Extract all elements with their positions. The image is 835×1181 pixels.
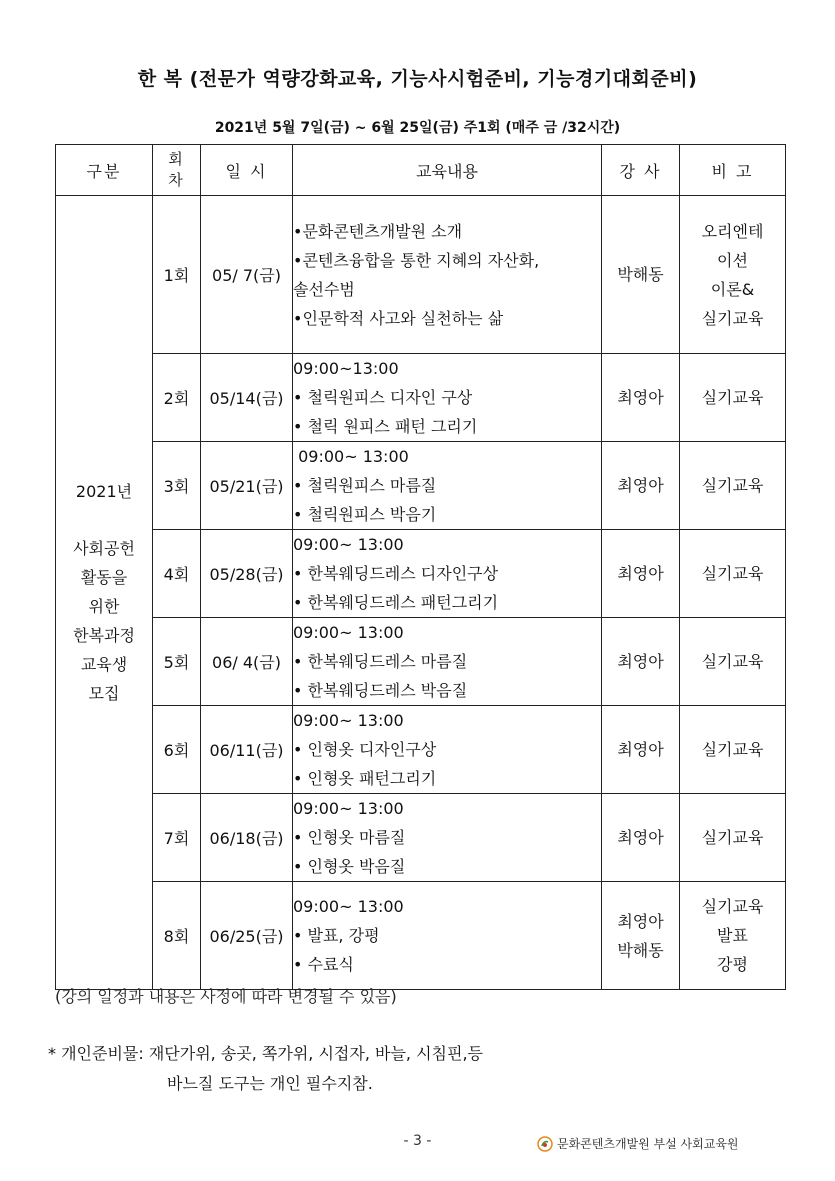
session-teacher <box>602 618 680 706</box>
session-round: 2회 <box>153 354 201 442</box>
content-line: • 한복웨딩드레스 패턴그리기 <box>293 593 499 612</box>
note-line: 이션 <box>717 250 748 270</box>
header-gubun: 구분 <box>56 145 153 196</box>
content-line: 09:00~ 13:00 <box>293 799 404 818</box>
session-content <box>293 442 602 530</box>
teacher-name: 최영아 <box>617 476 664 495</box>
session-note <box>680 882 786 990</box>
note-line: 실기교육 <box>701 476 764 495</box>
preparation-note: 바느질 도구는 개인 필수지참. <box>167 1074 373 1093</box>
content-line: • 철릭 원피스 패턴 그리기 <box>293 417 478 436</box>
session-round: 1회 <box>153 196 201 354</box>
header-round <box>153 145 201 196</box>
note-line: 실기교육 <box>701 828 764 847</box>
header-round-line1: 회 <box>168 150 185 168</box>
note-line: 발표 <box>717 926 748 945</box>
session-content <box>293 354 602 442</box>
table-row <box>56 442 786 530</box>
session-note <box>680 794 786 882</box>
footer-organization <box>537 1135 739 1152</box>
session-teacher <box>602 794 680 882</box>
content-line: 09:00~ 13:00 <box>293 623 404 642</box>
content-line: • 수료식 <box>293 955 354 974</box>
session-note <box>680 442 786 530</box>
session-round: 6회 <box>153 706 201 794</box>
session-note <box>680 706 786 794</box>
course-category-line: 활동을 <box>80 568 128 587</box>
session-teacher <box>602 442 680 530</box>
header-note: 비 고 <box>680 145 786 196</box>
session-content <box>293 794 602 882</box>
table-row <box>56 354 786 442</box>
header-content: 교육내용 <box>293 145 602 196</box>
content-line: 09:00~ 13:00 <box>293 535 404 554</box>
content-line: • 인형옷 마름질 <box>293 828 406 847</box>
teacher-name: 최영아 <box>617 828 664 847</box>
table-row <box>56 618 786 706</box>
session-round: 3회 <box>153 442 201 530</box>
table-row <box>56 706 786 794</box>
session-teacher <box>602 882 680 990</box>
content-line: 09:00~ 13:00 <box>293 711 404 730</box>
session-date: 05/14(금) <box>201 354 293 442</box>
session-content <box>293 706 602 794</box>
content-line: • 한복웨딩드레스 마름질 <box>293 652 468 671</box>
session-note <box>680 354 786 442</box>
session-note <box>680 618 786 706</box>
session-round: 5회 <box>153 618 201 706</box>
session-date: 05/ 7(금) <box>201 196 293 354</box>
session-round: 4회 <box>153 530 201 618</box>
content-line: • 한복웨딩드레스 디자인구상 <box>293 564 499 583</box>
teacher-name: 최영아 <box>617 911 664 931</box>
note-line: 실기교육 <box>701 652 764 671</box>
note-line: 실기교육 <box>701 564 764 583</box>
content-line: • 인형옷 패턴그리기 <box>293 769 437 788</box>
content-line: • 철릭원피스 디자인 구상 <box>293 388 473 407</box>
content-line: • 한복웨딩드레스 박음질 <box>293 681 468 700</box>
table-row <box>56 196 786 354</box>
session-content <box>293 882 602 990</box>
header-round-line2: 차 <box>168 171 185 189</box>
content-line: •콘텐츠융합을 통한 지혜의 자산화, <box>293 250 540 270</box>
session-round: 8회 <box>153 882 201 990</box>
session-note <box>680 530 786 618</box>
header-datetime: 일 시 <box>201 145 293 196</box>
content-line: • 인형옷 박음질 <box>293 857 406 876</box>
content-line: •인문학적 사고와 실천하는 삶 <box>293 308 504 328</box>
session-content <box>293 618 602 706</box>
page-number: - 3 - <box>403 1133 432 1149</box>
session-content <box>293 196 602 354</box>
session-date: 06/25(금) <box>201 882 293 990</box>
content-line: • 철릭원피스 마름질 <box>293 476 437 495</box>
teacher-name: 박해동 <box>617 265 664 284</box>
content-line: • 철릭원피스 박음기 <box>293 505 437 524</box>
teacher-name: 최영아 <box>617 740 664 759</box>
schedule-change-notice: (강의 일정과 내용은 사정에 따라 변경될 수 있음) <box>55 987 397 1006</box>
table-header-row <box>56 145 786 196</box>
session-date: 06/11(금) <box>201 706 293 794</box>
course-category-line: 사회공헌 <box>73 539 135 558</box>
session-date: 06/18(금) <box>201 794 293 882</box>
note-line: 실기교육 <box>701 740 764 759</box>
teacher-name: 박해동 <box>617 940 664 960</box>
teacher-name: 최영아 <box>617 388 664 407</box>
session-date: 05/21(금) <box>201 442 293 530</box>
session-teacher <box>602 706 680 794</box>
content-line: • 발표, 강평 <box>293 926 380 945</box>
note-line: 실기교육 <box>701 308 764 328</box>
note-line: 강평 <box>717 955 748 974</box>
content-line: 솔선수범 <box>293 279 355 299</box>
session-teacher <box>602 354 680 442</box>
course-category-line: 한복과정 <box>73 626 135 645</box>
content-line: 09:00~ 13:00 <box>293 447 409 466</box>
table-row <box>56 882 786 990</box>
note-line: 오리엔테 <box>701 221 764 241</box>
document-title: 한 복 (전문가 역량강화교육, 기능사시험준비, 기능경기대회준비) <box>137 68 698 90</box>
session-content <box>293 530 602 618</box>
session-teacher <box>602 530 680 618</box>
content-line: 09:00~13:00 <box>293 359 399 378</box>
org-logo-icon <box>537 1136 553 1152</box>
teacher-name: 최영아 <box>617 652 664 671</box>
course-category-cell <box>56 196 153 990</box>
schedule-table <box>55 144 786 990</box>
schedule-period: 2021년 5월 7일(금) ~ 6월 25일(금) 주1회 (매주 금 /32시간) <box>214 120 621 136</box>
teacher-name: 최영아 <box>617 564 664 583</box>
content-line: 09:00~ 13:00 <box>293 897 404 916</box>
content-line: • 인형옷 디자인구상 <box>293 740 437 759</box>
course-category-line: 위한 <box>88 597 120 616</box>
course-year: 2021년 <box>75 482 133 501</box>
preparation-items: * 개인준비물: 재단가위, 송곳, 쪽가위, 시접자, 바늘, 시침핀,등 <box>48 1044 483 1063</box>
course-category-line: 모집 <box>88 684 120 703</box>
session-date: 05/28(금) <box>201 530 293 618</box>
footer-org-name: 문화콘텐츠개발원 부설 사회교육원 <box>557 1137 739 1151</box>
session-round: 7회 <box>153 794 201 882</box>
session-date: 06/ 4(금) <box>201 618 293 706</box>
table-row <box>56 794 786 882</box>
content-line: •문화콘텐츠개발원 소개 <box>293 221 463 241</box>
note-line: 실기교육 <box>701 388 764 407</box>
session-note <box>680 196 786 354</box>
table-row <box>56 530 786 618</box>
course-category-line: 교육생 <box>80 655 128 674</box>
header-teacher: 강 사 <box>602 145 680 196</box>
note-line: 실기교육 <box>701 897 764 916</box>
session-teacher <box>602 196 680 354</box>
note-line: 이론& <box>710 279 755 299</box>
